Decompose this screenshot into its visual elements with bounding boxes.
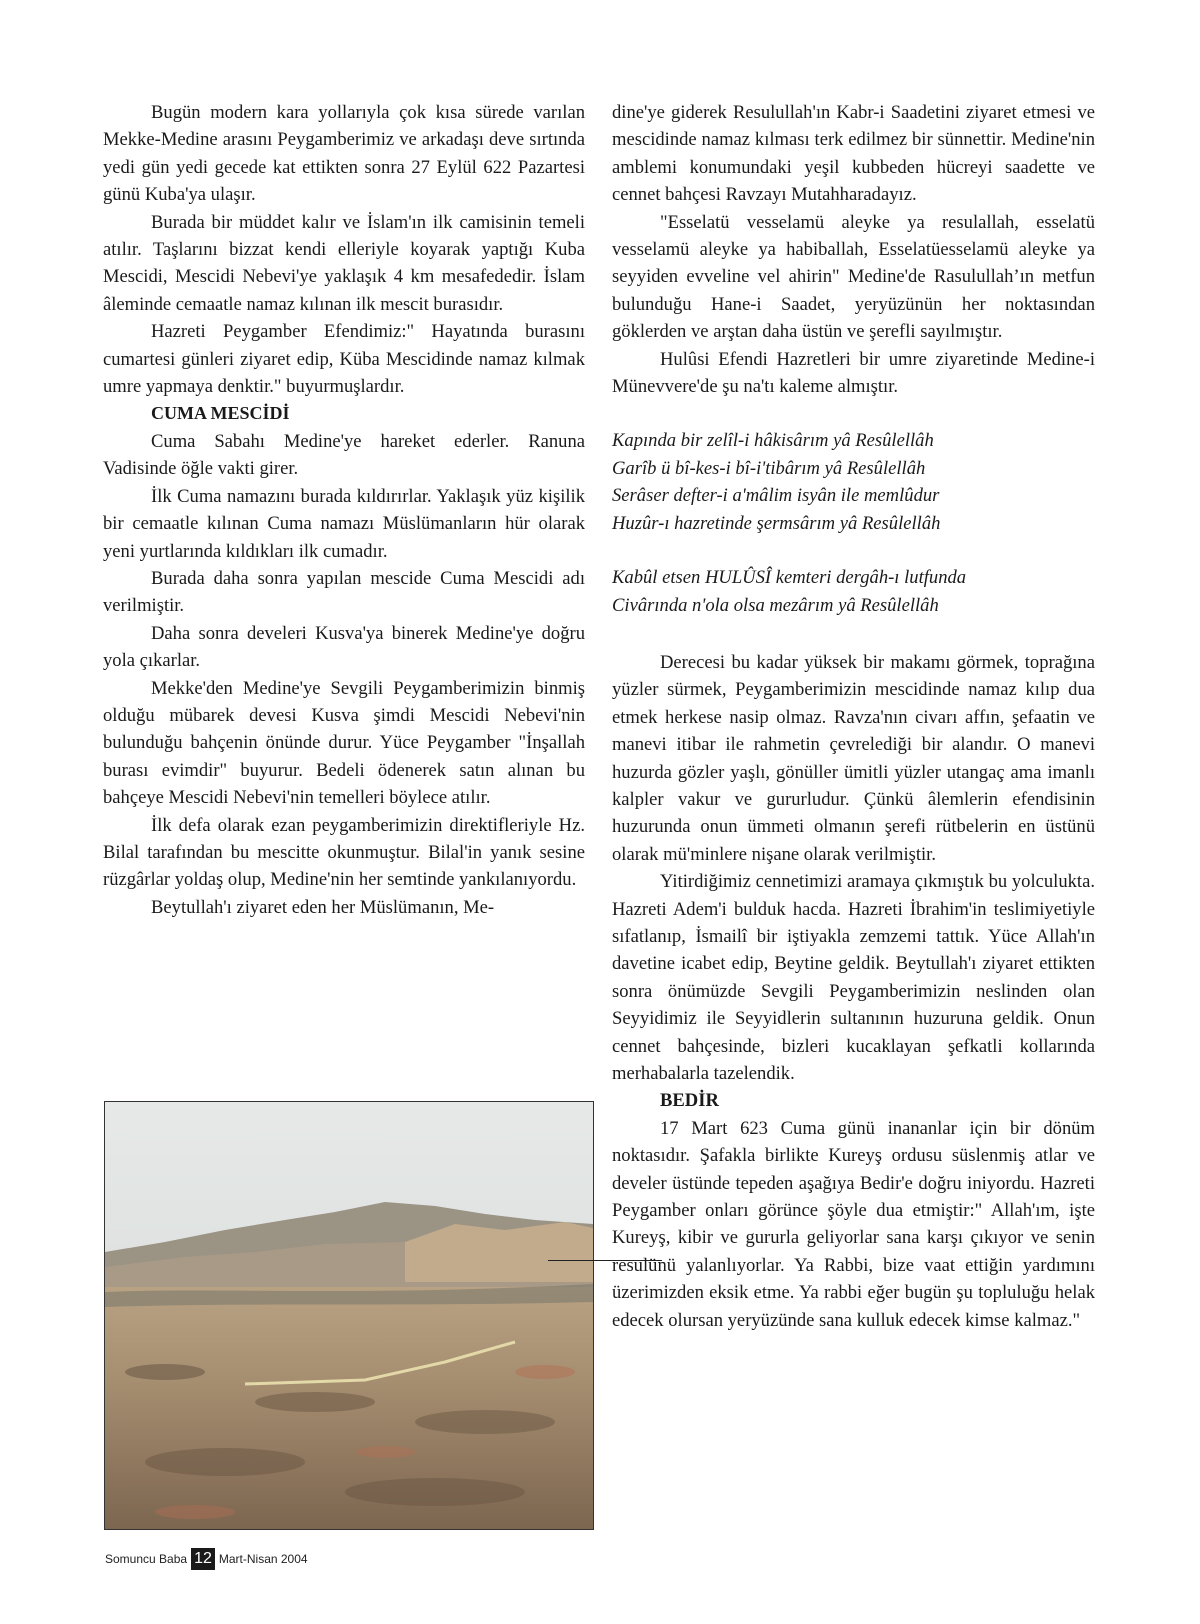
poem-stanza-2 — [612, 564, 1095, 619]
paragraph: "Esselatü vesselamü aleyke ya resulallah, esselatü vesselamü aleyke ya habiballah, Esselatüesselamü aleyke ya seyyiden evveline vel ahirin" Medine'de Rasulullah’ın metfun bulunduğu Hane-i Saadet, yeryüzünün her noktasından göklerden ve arştan daha üstün ve şerefli sayılmıştır. — [612, 211, 1095, 343]
paragraph: Burada daha sonra yapılan mescide Cuma Mescidi adı verilmiştir. — [103, 567, 585, 617]
poem-line: Kapında bir zelîl-i hâkisârım yâ Resûlellâh — [612, 430, 934, 452]
magazine-name: Somuncu Baba — [105, 1552, 188, 1566]
poem-line: Garîb ü bî-kes-i bî-i'tibârım yâ Resûlellâh — [612, 457, 926, 479]
poem-line: Huzûr-ı hazretinde şermsârım yâ Resûlellâh — [612, 512, 941, 534]
paragraph: dine'ye giderek Resulullah'ın Kabr-i Saadetini ziyaret etmesi ve mescidinde namaz kılması terk edilmez bir sünnettir. Medine'nin amblemi konumundaki yeşil kubbeden hücreyi saadette ve cennet bahçesi Ravzayı Mutahharadayız. — [612, 102, 1095, 206]
paragraph: Yitirdiğimiz cennetimizi aramaya çıkmıştık bu yolculukta. Hazreti Adem'i bulduk hacda. Hazreti İbrahim'in teslimiyetiyle sıfatlanıp, İsmailî bir iştiyakla zemzemi tattık. Yüce Allah'ın davetine icabet edip, Beytine geldik. Beytullah'ı ziyaret ettikten sonra önümüzde Sevgili Peygamberimizin neslinden olan Seyyidimiz ile Seyyidlerin sultanının huzuruna geldik. Onun cennet bahçesinde, bizleri kucaklayan şefkatli kollarında merhabalarla tazelendik. — [612, 871, 1095, 1084]
left-column — [103, 99, 585, 921]
poem-line: Civârında n'ola olsa mezârım yâ Resûlellâh — [612, 594, 939, 616]
paragraph: İlk Cuma namazını burada kıldırırlar. Yaklaşık yüz kişilik bir cemaatle kılınan Cuma namazı Müslümanların hür olarak yeni yurtlarında kıldıkları ilk cumadır. — [103, 485, 585, 562]
poem-line: Serâser defter-i a'mâlim isyân ile memlûdur — [612, 485, 940, 507]
paragraph: Hazreti Peygamber Efendimiz:" Hayatında burasını cumartesi günleri ziyaret edip, Küba Mescidinde namaz kılmak umre yapmaya denktir." buyurmuşlardır. — [103, 321, 585, 398]
paragraph: Mekke'den Medine'ye Sevgili Peygamberimizin binmiş olduğu mübarek devesi Kusva şimdi Mescidi Nebevi'nin bulunduğu bahçenin önünde durur. Yüce Peygamber "İnşallah burası evimdir" buyurur. Bedeli ödenerek satın alınan bu bahçeye Mescidi Nebevi'nin temelleri böylece atılır. — [103, 677, 585, 809]
paragraph: 17 Mart 623 Cuma günü inananlar için bir dönüm noktasıdır. Şafakla birlikte Kureyş ordusu süslenmiş atlar ve develer üstünde tepeden aşağıya Bedir'e doğru iniyordu. Hazreti Peygamber onları görünce şöyle dua etmiştir:" Allah'ım, işte Kureyş, kibir ve gururla geliyorlar sana karşı çıkıyor ve senin resulünü yalanlıyorlar. Ya Rabbi, bize vaat ettiğin yardımını üzerimizden eksik etme. Ya rabbi eğer bugün şu topluluğu helak edecek olursan yeryüzünde sana kulluk edecek kimse kalmaz." — [612, 1117, 1095, 1331]
paragraph: İlk defa olarak ezan peygamberimizin direktifleriyle Hz. Bilal tarafından bu mescitte okunmuştur. Bilal'in yanık sesine rüzgârlar yoldaş olup, Medine'nin her semtinde yankılanıyordu. — [103, 814, 585, 891]
paragraph: Daha sonra develeri Kusva'ya binerek Medine'ye doğru yola çıkarlar. — [103, 622, 585, 672]
section-heading-bedir: BEDİR — [660, 1090, 719, 1112]
paragraph: Beytullah'ı ziyaret eden her Müslümanın, Me- — [151, 896, 495, 918]
page-number: 12 — [191, 1548, 215, 1570]
page-footer — [105, 1548, 308, 1570]
paragraph: Hulûsi Efendi Hazretleri bir umre ziyaretinde Medine-i Münevvere'de şu na'tı kaleme almıştır. — [612, 348, 1095, 398]
paragraph: Burada bir müddet kalır ve İslam'ın ilk camisinin temeli atılır. Taşlarını bizzat kendi elleriyle koyarak yaptığı Kuba Mescidi, Mescidi Nebevi'ye yaklaşık 4 km mesafededir. İslam âleminde cemaatle namaz kılınan ilk mescit burasıdır. — [103, 211, 585, 315]
photo-caption-line — [548, 1260, 662, 1261]
right-column — [612, 99, 1095, 1334]
landscape-photo-illustration — [105, 1102, 593, 1529]
issue-date: Mart-Nisan 2004 — [218, 1552, 308, 1566]
section-heading-cuma-mescidi: CUMA MESCİDİ — [151, 403, 290, 424]
paragraph: Bugün modern kara yollarıyla çok kısa sürede varılan Mekke-Medine arasını Peygamberimiz ve arkadaşı deve sırtında yedi gün yedi gecede kat ettikten sonra 27 Eylül 622 Pazartesi günü Kuba'ya ulaşır. — [103, 102, 585, 206]
landscape-photo — [104, 1101, 594, 1530]
poem-line: Kabûl etsen HULÛSÎ kemteri dergâh-ı lutfunda — [612, 567, 967, 589]
poem-stanza-1 — [612, 427, 1095, 537]
paragraph: Cuma Sabahı Medine'ye hareket ederler. Ranuna Vadisinde öğle vakti girer. — [103, 430, 585, 480]
paragraph: Derecesi bu kadar yüksek bir makamı görmek, toprağına yüzler sürmek, Peygamberimizin mescidinde namaz kılıp dua etmek herkese nasip olmaz. Ravza'nın civarı affın, şefaatin ve manevi itibar ile rahmetin çevrelediği bir alandır. O manevi huzurda gözler yaşlı, gönüller ümitli yüzler utangaç ama imanlı kalpler vakur ve gururludur. Çünkü âlemlerin efendisinin huzurunda onun ümmeti olmanın şerefi rütbelerin en üstünü olarak mü'minlere nişane olarak verilmiştir. — [612, 651, 1095, 865]
